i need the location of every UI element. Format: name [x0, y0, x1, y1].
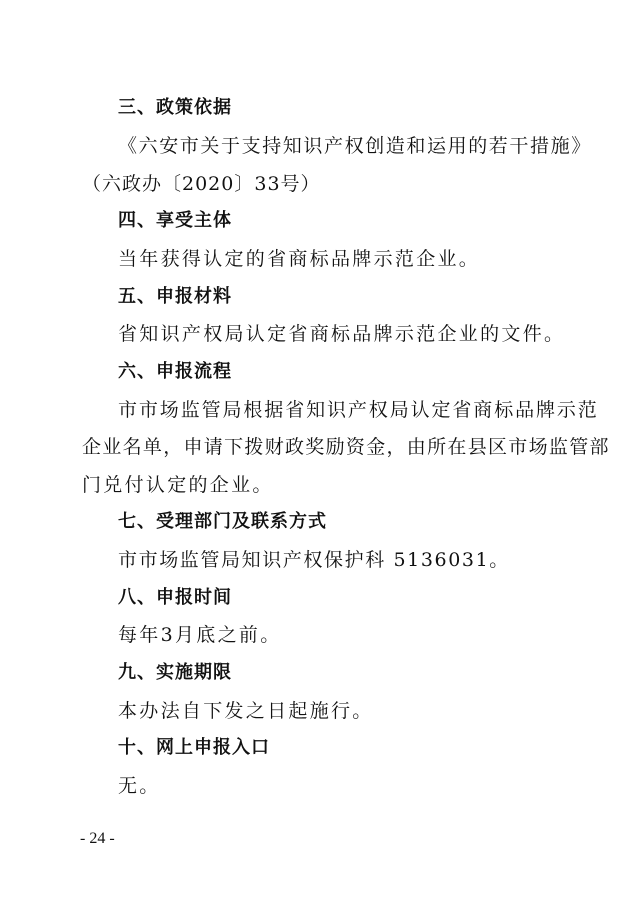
section-heading-5: 五、申报材料	[118, 286, 232, 307]
section-3-line-2: （六政办〔2020〕33号）	[82, 173, 321, 195]
section-6-line-3: 门兑付认定的企业。	[82, 474, 274, 496]
section-10-line-1: 无。	[118, 775, 161, 797]
section-5-line-1: 省知识产权局认定省商标品牌示范企业的文件。	[118, 323, 566, 345]
section-6-line-2: 企业名单，申请下拨财政奖励资金，由所在县区市场监管部	[82, 436, 610, 458]
section-heading-3: 三、政策依据	[118, 97, 232, 118]
section-heading-7: 七、受理部门及联系方式	[118, 511, 327, 532]
section-heading-8: 八、申报时间	[118, 587, 232, 608]
section-8-line-1: 每年3月底之前。	[118, 624, 282, 646]
page-number: - 24 -	[80, 830, 115, 847]
section-heading-6: 六、申报流程	[118, 361, 232, 382]
section-heading-4: 四、享受主体	[118, 210, 232, 231]
section-3-line-1: 《六安市关于支持知识产权创造和运用的若干措施》	[118, 135, 592, 157]
section-heading-10: 十、网上申报入口	[118, 737, 270, 758]
section-9-line-1: 本办法自下发之日起施行。	[118, 700, 374, 722]
section-6-line-1: 市市场监管局根据省知识产权局认定省商标品牌示范	[118, 399, 599, 421]
section-4-line-1: 当年获得认定的省商标品牌示范企业。	[118, 248, 481, 270]
section-heading-9: 九、实施期限	[118, 662, 232, 683]
section-7-line-1: 市市场监管局知识产权保护科 5136031。	[118, 549, 510, 571]
